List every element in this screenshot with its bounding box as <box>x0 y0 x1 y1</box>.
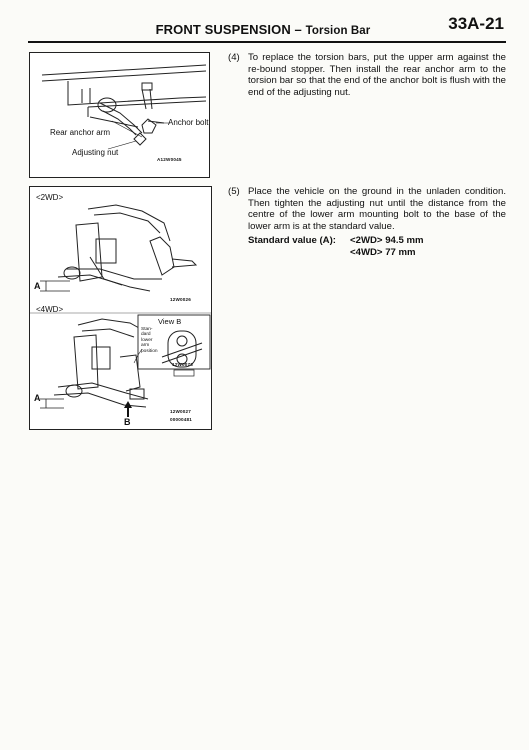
label-rear-anchor-arm: Rear anchor arm <box>50 128 111 137</box>
figure-anchor-arm <box>29 52 210 178</box>
step-text: To replace the torsion bars, put the upper arm against the re-bound stopper. Then install the rear anchor arm to the torsion bar so that the end of the anchor bolt is flush with the end of the adjusting nut. <box>248 52 506 99</box>
inset-note-line: dard <box>141 332 151 338</box>
step-4 <box>228 52 506 99</box>
section-title-dash: – <box>290 22 306 37</box>
inset-title-text: View B <box>158 317 182 326</box>
page-number: 33A-21 <box>448 14 504 33</box>
header-rule <box>28 41 506 43</box>
letter-a-4wd: A <box>34 393 41 403</box>
inset-note-line: position <box>141 348 158 354</box>
label-anchor-bolt: Anchor bolt <box>168 118 209 127</box>
inset-note <box>141 327 158 354</box>
code-4wd: 12W0027 <box>170 409 192 414</box>
label-adjusting-nut: Adjusting nut <box>72 148 119 157</box>
inset-title <box>158 317 181 326</box>
section-subtitle: Torsion Bar <box>305 25 371 37</box>
letter-a-2wd: A <box>34 281 41 291</box>
code-2wd: 12W0026 <box>170 297 192 302</box>
inset-note-line: lower <box>141 337 153 343</box>
step-number: (4) <box>228 52 240 63</box>
inset-note-line: Stan- <box>141 327 153 332</box>
letter-b: B <box>124 417 131 427</box>
figure-lower-arm <box>29 186 212 430</box>
step-text: Place the vehicle on the ground in the unladen condition. Then tighten the adjusting nut until the distance from the centre of the lower arm mounting bolt to the base of the lower arm is at the standard value. <box>248 186 506 233</box>
step-number: (5) <box>228 186 240 197</box>
section-title <box>98 22 428 37</box>
anchor-arm-illustration <box>30 53 209 177</box>
section-title-main: FRONT SUSPENSION <box>155 22 291 37</box>
standard-value-2wd: <2WD> 94.5 mm <box>350 235 424 246</box>
standard-value-label: Standard value (A): <box>248 235 336 246</box>
inset-note-line: arm <box>141 343 150 349</box>
page-header <box>28 8 506 40</box>
tag-4wd: <4WD> <box>36 305 64 314</box>
standard-value-4wd: <4WD> 77 mm <box>350 247 416 258</box>
figure1-code: A12W0045 <box>157 157 182 162</box>
code-inset: 12W0073 <box>172 362 194 367</box>
code-document: 00000481 <box>170 417 193 422</box>
tag-2wd: <2WD> <box>36 193 64 202</box>
step-5 <box>228 186 506 233</box>
